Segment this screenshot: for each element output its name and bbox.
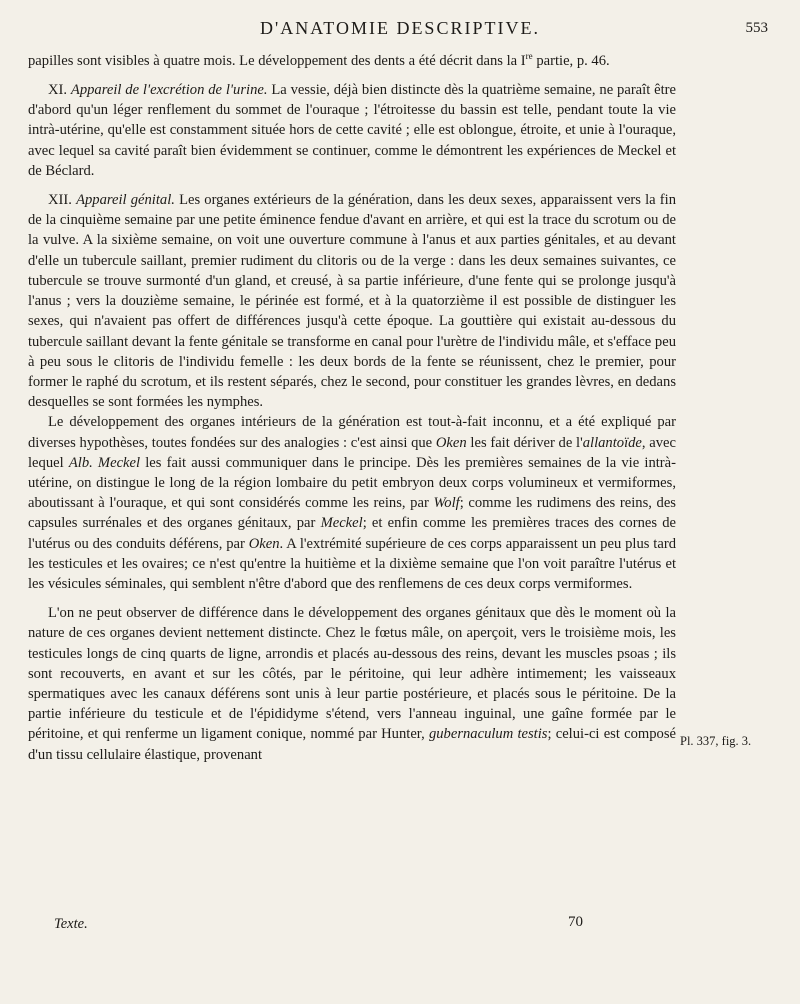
running-head (0, 18, 800, 44)
term: gubernaculum testis (428, 726, 548, 743)
text-run: . A l'extrémité supérieure de ces corps apparaissent un peu plus tard les testicules et les ovaires; ce n'est qu'entre la huitième et la dixième semaine que l'on voit paraître l'utérus et les vésicules séminales, qui semblent n'être d'abord que des renflemens de ces deux corps vermiformes. (28, 535, 676, 592)
text-run: partie, p. 46. (532, 52, 610, 69)
text-run: La vessie, déjà bien distincte dès la quatrième semaine, ne paraît être d'abord qu'un léger renflement du sommet de l'ouraque ; l'étroitesse du bassin est telle, pendant toute la vie intrà-utérine, qu'elle est constamment située hors de cette cavité ; elle est oblongue, étroite, et unie à l'ouraque, avec lequel sa cavité paraît bien évidemment se continuer, comme le démontrent les expériences de Meckel et de Béclard. (28, 82, 676, 179)
sheet-number: 70 (568, 914, 583, 930)
paragraph-internal-organs (28, 412, 676, 594)
paragraph-male-fetus (28, 603, 676, 765)
author-name: Wolf (433, 495, 460, 512)
text-run: ; celui-ci est composé d'un tissu cellulaire élastique, provenant (28, 726, 676, 763)
page-number: 553 (745, 20, 768, 36)
text-run: ; et enfin comme les premières traces des cornes de l'utérus ou des conduits déférens, par (28, 515, 676, 552)
text-run: Le développement des organes intérieurs de la génération est tout-à-fait inconnu, et a été expliqué par diverses hypothèses, toutes fondées sur des analogies : c'est ainsi que (28, 414, 676, 451)
margin-plate-reference: Pl. 337, fig. 3. (680, 734, 752, 748)
section-number: XII. (48, 192, 77, 209)
text-run: , avec lequel (28, 434, 677, 471)
text-run: les fait dériver de l' (466, 434, 583, 451)
author-name: Oken (248, 535, 280, 552)
superscript: re (525, 51, 533, 61)
author-name: Alb. Meckel (68, 454, 141, 471)
text-run: papilles sont visibles à quatre mois. Le développement des dents a été décrit dans la I (28, 52, 526, 69)
signature-mark: Texte. (54, 916, 88, 932)
text-run: ; comme les rudimens des reins, des capsules surrénales et des organes génitaux, par (28, 495, 676, 532)
body-text (28, 46, 676, 765)
author-name: Oken (435, 434, 467, 451)
paragraph-urinary-apparatus (28, 80, 676, 181)
paragraph-teeth (28, 46, 676, 71)
section-heading: Appareil génital. (76, 192, 175, 209)
term: allantoïde (582, 434, 642, 451)
section-number: XI. (48, 82, 71, 99)
section-heading: Appareil de l'excrétion de l'urine. (70, 82, 268, 99)
paragraph-genital-apparatus (28, 190, 676, 412)
text-run: Les organes extérieurs de la génération, dans les deux sexes, apparaissent vers la fin de la cinquième semaine par une petite éminence fendue d'avant en arrière, et qui est la trace du scrotum ou de la vulve. A la sixième semaine, on voit une ouverture commune à l'anus et aux parties génitales, et au devant d'elle un tubercule saillant, premier rudiment du clitoris ou de la verge : dans les deux semaines suivantes, ce tubercule se trouve surmonté d'un gland, et creusé, à sa partie inférieure, d'une fente qui se prolonge jusqu'à l'anus ; vers la douzième semaine, le périnée est formé, et à la quatorzième il est possible de distinguer les sexes, qui n'avaient pas offert de différences jusqu'à cette époque. La gouttière qui existait au-dessous du tubercule saillant devant la fente génitale se transforme en canal pour l'urètre de l'individu mâle, et s'efface peu à peu sous le clitoris de l'individu femelle : les deux bords de la fente se réunissent, chez le premier, pour former le raphé du scrotum, et ils restent séparés, chez le second, pour constituer les grandes lèvres, en dedans desquelles se sont formées les nymphes. (28, 192, 677, 411)
author-name: Meckel (320, 515, 363, 532)
text-run: les fait aussi communiquer dans le principe. Dès les premières semaines de la vie intrà-utérine, on distingue le long de la région lombaire du petit embryon deux corps volumineux et vermiformes, aboutissant à l'ouraque, et qui sont considérés comme les reins, par (28, 454, 676, 512)
page-title: D'ANATOMIE DESCRIPTIVE. (260, 18, 540, 38)
text-run: L'on ne peut observer de différence dans le développement des organes génitaux que dès le moment où la nature de ces organes devient nettement distincte. Chez le fœtus mâle, on aperçoit, vers le troisième mois, les testicules longs de cinq quarts de ligne, arrondis et placés au-dessous des reins, devant les muscles psoas ; ils sont recouverts, en avant et sur les côtés, par le péritoine, qui leur adhère intimement; les vaisseaux spermatiques avec les canaux déférens sont unis à leur partie postérieure, et placés sous le péritoine. De la partie inférieure du testicule et de l'épididyme s'étend, vers l'anneau inguinal, une gaîne formée par le péritoine, et qui renferme un ligament conique, nommé par Hunter, (28, 605, 676, 743)
